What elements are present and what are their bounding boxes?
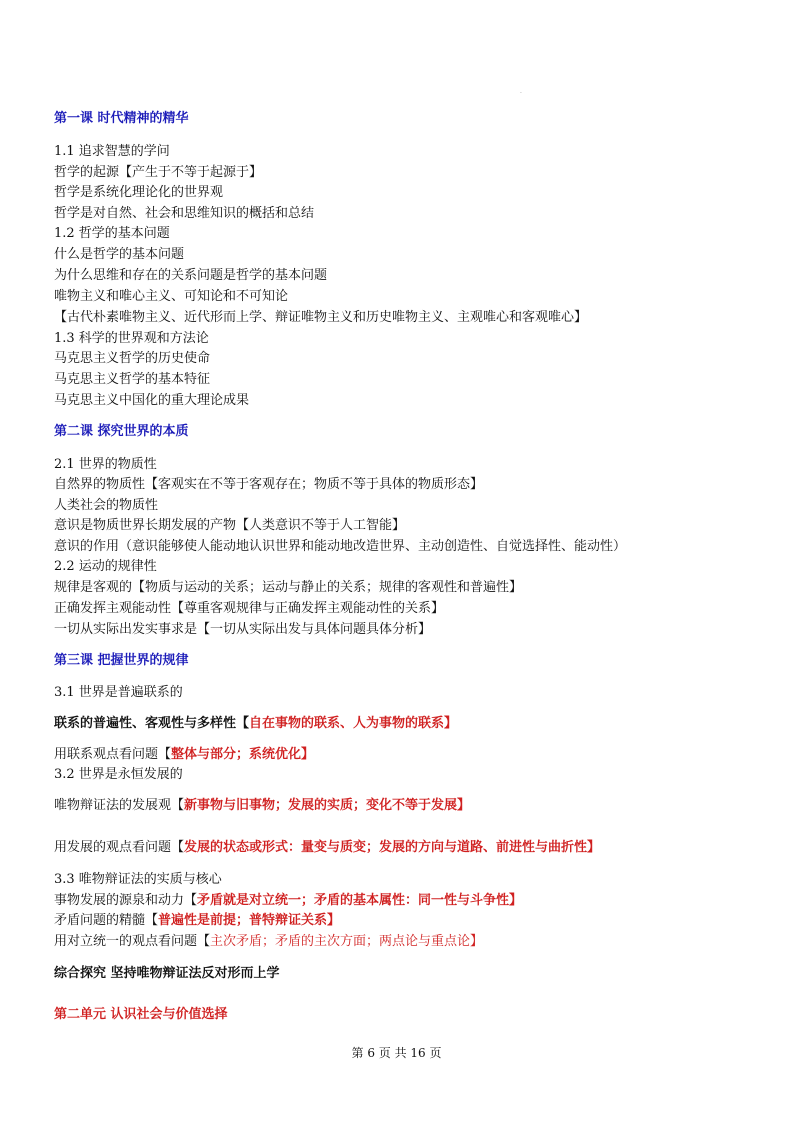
lesson3-line-highlight: 新事物与旧事物；发展的实质；变化不等于发展】 bbox=[184, 798, 471, 813]
lesson3-title: 第三课 把握世界的规律 bbox=[54, 653, 189, 668]
lesson1-line: 唯物主义和唯心主义、可知论和不可知论 bbox=[54, 289, 289, 304]
page-footer: 第 6 页 共 16 页 bbox=[351, 1046, 442, 1060]
lesson2-line: 2.2 运动的规律性 bbox=[54, 559, 157, 574]
lesson3-line-prefix: 用发展的观点看问题【 bbox=[54, 840, 185, 855]
lesson1-line: 1.2 哲学的基本问题 bbox=[54, 226, 170, 241]
synthesis-title: 综合探究 坚持唯物辩证法反对形而上学 bbox=[54, 966, 280, 981]
lesson3-line-prefix: 联系的普遍性、客观性与多样性【 bbox=[54, 716, 250, 731]
lesson1-line: 哲学是系统化理论化的世界观 bbox=[54, 185, 224, 200]
lesson3-line: 3.3 唯物辩证法的实质与核心 bbox=[54, 872, 222, 887]
lesson1-line: 1.3 科学的世界观和方法论 bbox=[54, 331, 209, 346]
lesson1-line: 什么是哲学的基本问题 bbox=[54, 247, 185, 262]
lesson3-line-prefix: 事物发展的源泉和动力【 bbox=[54, 893, 198, 908]
lesson2-line: 2.1 世界的物质性 bbox=[54, 457, 157, 472]
lesson3-line-highlight: 矛盾就是对立统一；矛盾的基本属性：同一性与斗争性】 bbox=[197, 893, 523, 908]
lesson3-line-highlight: 主次矛盾；矛盾的主次方面；两点论与重点论】 bbox=[210, 934, 484, 949]
stray-dot: . bbox=[520, 88, 522, 95]
lesson1-line: 1.1 追求智慧的学问 bbox=[54, 144, 170, 159]
lesson1-title: 第一课 时代精神的精华 bbox=[54, 111, 189, 126]
lesson3-line bbox=[54, 798, 470, 814]
unit2-title: 第二单元 认识社会与价值选择 bbox=[54, 1007, 228, 1022]
lesson3-line bbox=[54, 913, 340, 929]
lesson3-line: 3.2 世界是永恒发展的 bbox=[54, 767, 183, 782]
lesson3-line-highlight: 发展的状态或形式：量变与质变；发展的方向与道路、前进性与曲折性】 bbox=[184, 840, 601, 855]
lesson1-line: 哲学是对自然、社会和思维知识的概括和总结 bbox=[54, 206, 315, 221]
lesson3-line-prefix: 唯物辩证法的发展观【 bbox=[54, 798, 185, 813]
lesson3-line-highlight: 自在事物的联系、人为事物的联系】 bbox=[249, 716, 458, 731]
lesson3-line bbox=[54, 840, 600, 856]
lesson2-line: 人类社会的物质性 bbox=[54, 498, 159, 513]
lesson3-line bbox=[54, 747, 314, 763]
lesson2-line: 规律是客观的【物质与运动的关系；运动与静止的关系；规律的客观性和普遍性】 bbox=[54, 580, 523, 595]
lesson1-line: 马克思主义哲学的历史使命 bbox=[54, 351, 211, 366]
lesson3-line-prefix: 矛盾问题的精髓【 bbox=[54, 913, 159, 928]
lesson1-line: 马克思主义中国化的重大理论成果 bbox=[54, 393, 250, 408]
lesson3-line-highlight: 普遍性是前提；普特辩证关系】 bbox=[158, 913, 341, 928]
lesson3-line bbox=[54, 893, 522, 909]
lesson3-line-prefix: 用对立统一的观点看问题【 bbox=[54, 934, 211, 949]
lesson2-line: 一切从实际出发实事求是【一切从实际出发与具体问题具体分析】 bbox=[54, 622, 432, 637]
lesson3-line: 3.1 世界是普遍联系的 bbox=[54, 685, 183, 700]
lesson1-line: 哲学的起源【产生于不等于起源于】 bbox=[54, 165, 263, 180]
lesson2-line: 自然界的物质性【客观实在不等于客观存在；物质不等于具体的物质形态】 bbox=[54, 477, 484, 492]
lesson1-line: 马克思主义哲学的基本特征 bbox=[54, 372, 211, 387]
lesson1-line: 为什么思维和存在的关系问题是哲学的基本问题 bbox=[54, 268, 328, 283]
lesson3-line-highlight: 整体与部分；系统优化】 bbox=[171, 747, 315, 762]
lesson3-line bbox=[54, 934, 483, 950]
lesson2-title: 第二课 探究世界的本质 bbox=[54, 424, 189, 439]
lesson2-line: 意识的作用（意识能够使人能动地认识世界和能动地改造世界、主动创造性、自觉选择性、能动性） bbox=[54, 539, 627, 554]
lesson3-line-prefix: 用联系观点看问题【 bbox=[54, 747, 172, 762]
lesson3-line bbox=[54, 716, 457, 732]
lesson1-line: 【古代朴素唯物主义、近代形而上学、辩证唯物主义和历史唯物主义、主观唯心和客观唯心】 bbox=[54, 310, 588, 325]
lesson2-line: 正确发挥主观能动性【尊重客观规律与正确发挥主观能动性的关系】 bbox=[54, 601, 445, 616]
lesson2-line: 意识是物质世界长期发展的产物【人类意识不等于人工智能】 bbox=[54, 518, 406, 533]
